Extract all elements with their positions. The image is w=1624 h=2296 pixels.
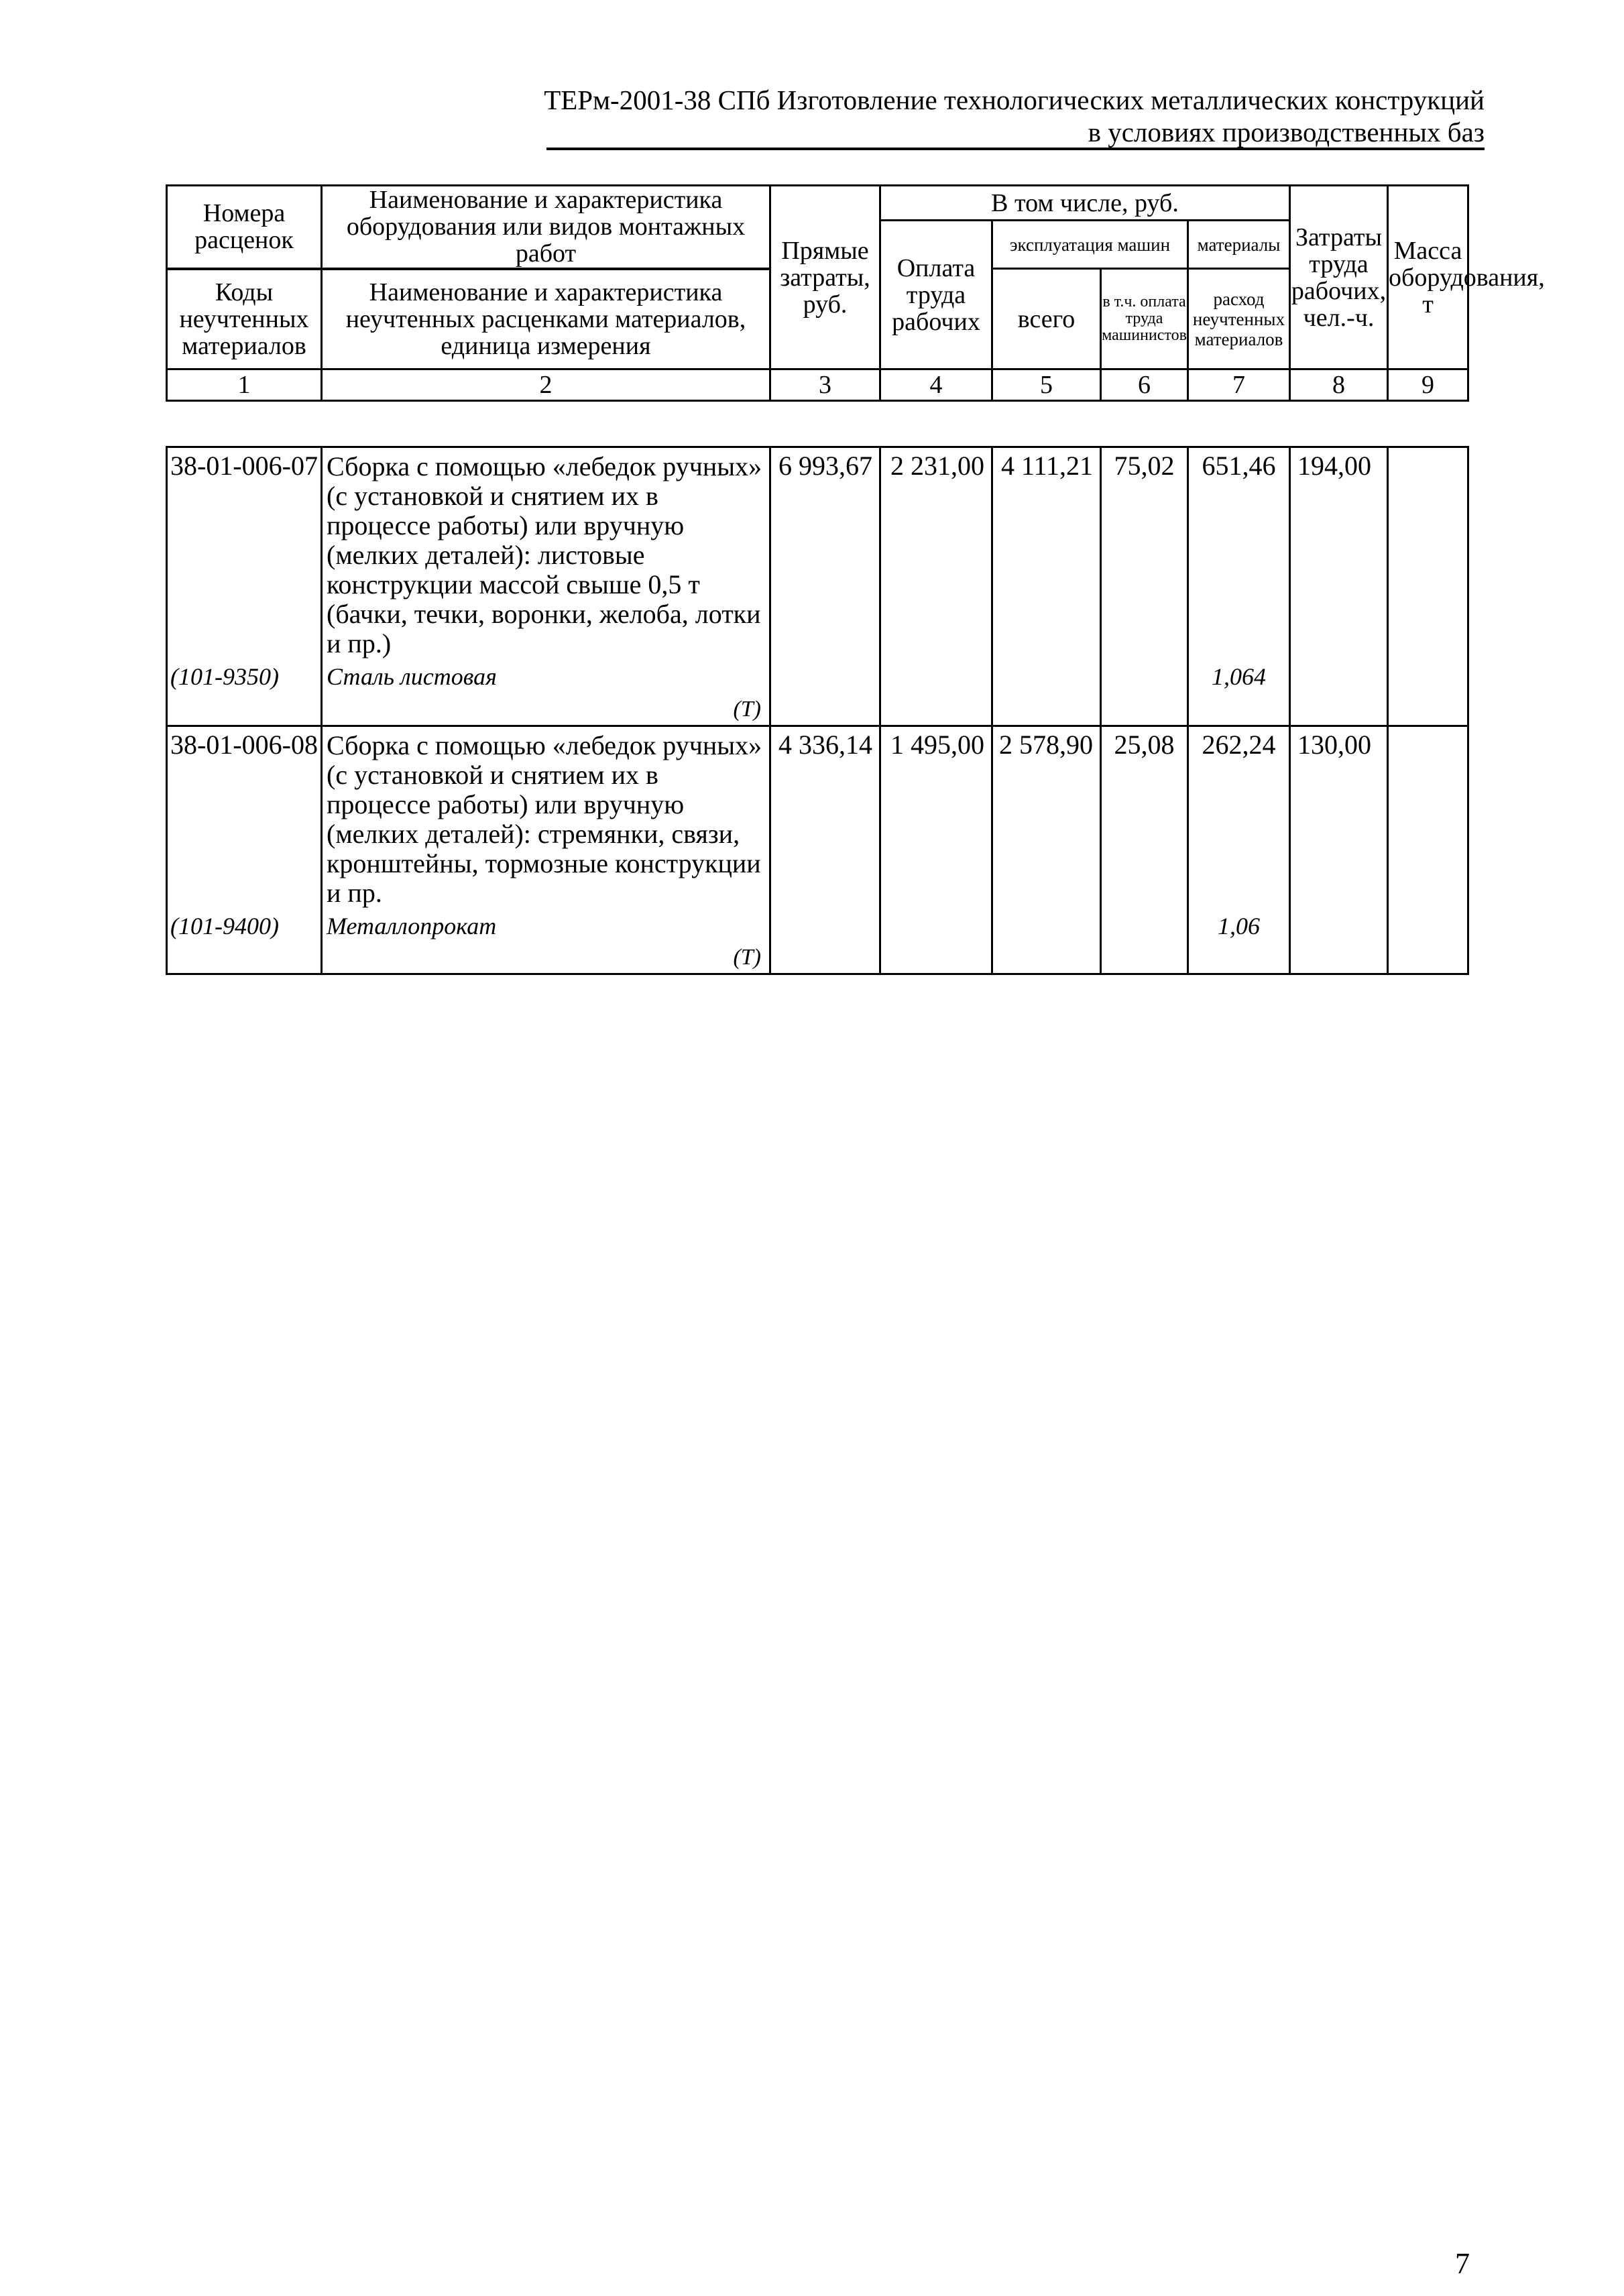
work-description: Сборка с помощью «лебедок ручных» (с установкой и снятием их в процессе работы) или вручную (мелких деталей): листовые конструкции массой свыше 0,5 т (бачки, течки, воронки, желоба, лотки и пр.) <box>322 447 770 659</box>
material-unit: (Т) <box>733 696 761 722</box>
equipment-mass <box>1388 726 1468 974</box>
header-rate-numbers: Номера расценок <box>167 186 322 269</box>
work-description: Сборка с помощью «лебедок ручных» (с установкой и снятием их в процессе работы) или вручную (мелких деталей): стремянки, связи, кронштейны, тормозные конструкции и пр. <box>322 726 770 908</box>
header-equipment-mass: Масса оборудования, т <box>1388 186 1468 369</box>
machines-total: 2 578,90 <box>992 726 1101 974</box>
column-number: 9 <box>1388 369 1468 401</box>
material-code: (101-9350) <box>167 658 322 726</box>
column-number: 4 <box>880 369 992 401</box>
column-number: 7 <box>1188 369 1290 401</box>
column-number: 3 <box>770 369 880 401</box>
material-unit: (Т) <box>733 944 761 970</box>
table-header <box>166 184 1545 402</box>
page-number: 7 <box>1455 2247 1470 2280</box>
worker-pay: 1 495,00 <box>880 726 992 974</box>
header-materials-consumption: расход неучтенных материалов <box>1188 269 1290 369</box>
material-name: Металлопрокат <box>327 913 497 939</box>
material-name-cell <box>322 658 770 726</box>
header-materials-name: Наименование и характеристика неучтенных расценками материалов, единица измерения <box>322 269 770 369</box>
column-number: 2 <box>322 369 770 401</box>
machines-total: 4 111,21 <box>992 447 1101 726</box>
machinist-pay: 25,08 <box>1101 726 1188 974</box>
document-title-line1: ТЕРм-2001-38 СПб Изготовление технологических металлических конструкций <box>544 84 1485 115</box>
material-rate: 1,064 <box>1188 658 1290 726</box>
title-underline <box>546 148 1485 150</box>
labor-hours: 130,00 <box>1290 726 1388 974</box>
header-work-name: Наименование и характеристика оборудования или видов монтажных работ <box>322 186 770 269</box>
header-materials: материалы <box>1188 221 1290 269</box>
header-worker-pay: Оплата труда рабочих <box>880 221 992 369</box>
column-number: 5 <box>992 369 1101 401</box>
worker-pay: 2 231,00 <box>880 447 992 726</box>
header-machines-total: всего <box>992 269 1101 369</box>
header-machine-operation: эксплуатация машин <box>992 221 1188 269</box>
direct-costs: 4 336,14 <box>770 726 880 974</box>
document-title-line2: в условиях производственных баз <box>1088 117 1485 148</box>
material-rate: 1,06 <box>1188 908 1290 974</box>
header-direct-costs: Прямые затраты, руб. <box>770 186 880 369</box>
material-name-cell <box>322 908 770 974</box>
header-including-group: В том числе, руб. <box>880 186 1290 221</box>
column-number: 1 <box>167 369 322 401</box>
header-machinist-pay: в т.ч. оплата труда машинистов <box>1101 269 1188 369</box>
table-row <box>167 726 1468 908</box>
labor-hours: 194,00 <box>1290 447 1388 726</box>
column-number: 8 <box>1290 369 1388 401</box>
header-labor-hours: Затраты труда рабочих, чел.-ч. <box>1290 186 1388 369</box>
equipment-mass <box>1388 447 1468 726</box>
materials-cost: 262,24 <box>1188 726 1290 908</box>
direct-costs: 6 993,67 <box>770 447 880 726</box>
table-row <box>167 447 1468 659</box>
column-number: 6 <box>1101 369 1188 401</box>
material-code: (101-9400) <box>167 908 322 974</box>
header-unaccounted-codes: Коды неучтенных материалов <box>167 269 322 369</box>
rate-code: 38-01-006-07 <box>167 447 322 659</box>
rate-code: 38-01-006-08 <box>167 726 322 908</box>
rates-table <box>166 446 1469 975</box>
machinist-pay: 75,02 <box>1101 447 1188 726</box>
materials-cost: 651,46 <box>1188 447 1290 659</box>
material-name: Сталь листовая <box>327 663 497 690</box>
